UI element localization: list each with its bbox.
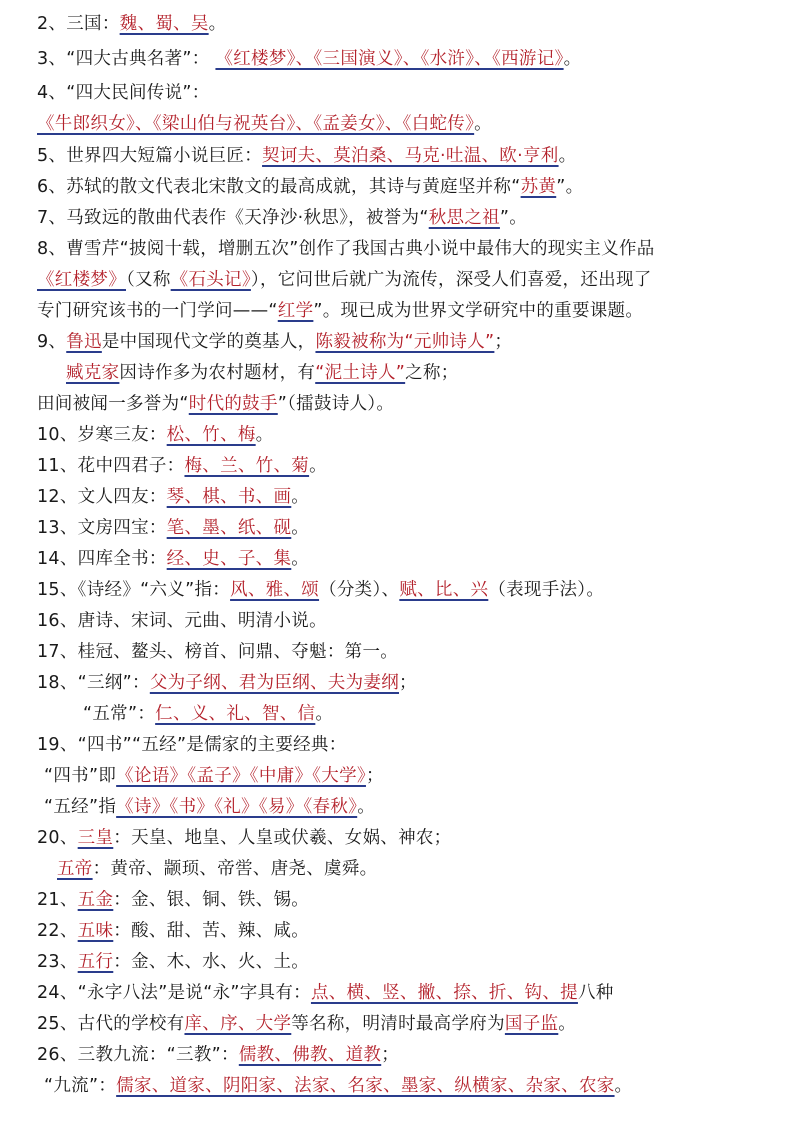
text-line	[37, 516, 309, 540]
plain-text: “五常”：	[83, 704, 156, 724]
plain-text: ：金、木、水、火、土。	[113, 952, 310, 972]
plain-text: “四书”即	[44, 766, 117, 786]
plain-text: 。	[614, 1076, 633, 1096]
highlighted-answer: 儒家、道家、阴阳家、法家、名家、墨家、纵横家、杂家、农家	[116, 1076, 615, 1096]
highlighted-answer: 风、雅、颂	[230, 580, 320, 600]
plain-text: 17、桂冠、鳌头、榜首、问鼎、夺魁：第一。	[37, 642, 399, 662]
plain-text: 2、三国：	[37, 14, 120, 34]
text-line	[66, 361, 459, 385]
text-line	[37, 12, 226, 36]
highlighted-answer: 鲁迅	[66, 332, 102, 352]
plain-text: 19、“四书”“五经”是儒家的主要经典：	[37, 735, 347, 755]
plain-text: 12、文人四友：	[37, 487, 167, 507]
plain-text: ：黄帝、颛顼、帝喾、唐尧、虞舜。	[92, 859, 378, 879]
highlighted-answer: 《红楼梦》	[37, 270, 126, 290]
plain-text: “九流”：	[44, 1076, 117, 1096]
plain-text: （表现手法）。	[488, 580, 605, 600]
plain-text: 。	[291, 549, 310, 569]
text-line	[57, 857, 377, 881]
highlighted-answer: 红学	[277, 301, 314, 321]
plain-text: ：酸、甜、苦、辣、咸。	[113, 921, 310, 941]
plain-text: ；	[399, 673, 417, 693]
plain-text: 。	[558, 146, 577, 166]
plain-text: ；	[381, 1045, 400, 1065]
plain-text: ；	[365, 766, 384, 786]
text-line	[37, 81, 210, 105]
highlighted-answer: 《论语》《孟子》《中庸》《大学》	[116, 766, 366, 786]
plain-text: （分类）、	[319, 580, 400, 600]
highlighted-answer: 《石头记》	[170, 270, 251, 290]
text-line	[44, 764, 384, 788]
plain-text: 。	[255, 425, 274, 445]
plain-text: 7、马致远的散曲代表作《天净沙·秋思》，被誉为“	[37, 208, 429, 228]
plain-text: ：金、银、铜、铁、锡。	[113, 890, 310, 910]
plain-text: 。	[309, 456, 327, 476]
text-line	[37, 299, 643, 323]
highlighted-answer: 时代的鼓手	[188, 394, 278, 414]
plain-text: 10、岁寒三友：	[37, 425, 167, 445]
plain-text: 。	[558, 1014, 577, 1034]
plain-text: ”（擂鼓诗人）。	[277, 394, 395, 414]
text-line	[37, 47, 581, 71]
text-line	[37, 1043, 399, 1067]
highlighted-answer: 经、史、子、集	[166, 549, 292, 569]
text-line	[37, 733, 347, 757]
text-line	[37, 578, 604, 602]
plain-text: 专门研究该书的一门学问——“	[37, 301, 278, 321]
plain-text: ），它问世后就广为流传，深受人们喜爱，还出现了	[250, 270, 652, 290]
highlighted-answer: 儒教、佛教、道教	[238, 1045, 382, 1065]
text-line	[37, 330, 512, 354]
highlighted-answer: 父为子纲、君为臣纲、夫为妻纲	[149, 673, 400, 693]
plain-text: 等名称，明清时最高学府为	[291, 1014, 505, 1034]
text-line	[37, 950, 309, 974]
plain-text: 之称；	[405, 363, 459, 383]
text-line	[37, 454, 327, 478]
plain-text: 3、“四大古典名著”：	[37, 49, 216, 69]
plain-text: ：天皇、地皇、人皇或伏羲、女娲、神农；	[113, 828, 452, 848]
highlighted-answer: 五帝	[57, 859, 93, 879]
text-line	[37, 175, 583, 199]
text-line	[37, 144, 576, 168]
text-line	[37, 547, 309, 571]
text-line	[44, 795, 375, 819]
text-line	[37, 609, 327, 633]
text-line	[37, 485, 309, 509]
text-line	[37, 268, 652, 292]
plain-text: ”。现已成为世界文学研究中的重要课题。	[313, 301, 644, 321]
highlighted-answer: 点、横、竖、撇、捺、折、钩、提	[310, 983, 578, 1003]
text-line	[37, 423, 273, 447]
text-line	[37, 640, 398, 664]
plain-text: 。	[208, 14, 227, 34]
plain-text: 。	[357, 797, 376, 817]
plain-text: ”。	[556, 177, 584, 197]
highlighted-answer: 臧克家	[66, 363, 120, 383]
plain-text: 8、曹雪芹“披阅十载，增删五次”创作了我国古典小说中最伟大的现实主义作品	[37, 239, 655, 259]
highlighted-answer: “泥土诗人”	[315, 363, 406, 383]
text-line	[37, 1012, 576, 1036]
text-line	[44, 1074, 632, 1098]
text-line	[37, 888, 309, 912]
text-line	[37, 112, 492, 136]
plain-text: 田间被闻一多誉为“	[37, 394, 189, 414]
text-line	[37, 206, 527, 230]
plain-text: 6、苏轼的散文代表北宋散文的最高成就，其诗与黄庭坚并称“	[37, 177, 521, 197]
plain-text: 。	[291, 518, 310, 538]
highlighted-answer: 赋、比、兴	[399, 580, 489, 600]
text-line	[37, 919, 309, 943]
plain-text: 25、古代的学校有	[37, 1014, 185, 1034]
plain-text: 22、	[37, 921, 78, 941]
plain-text: 是中国现代文学的奠基人，	[101, 332, 316, 352]
text-line	[37, 671, 417, 695]
plain-text: 24、“永字八法”是说“永”字具有：	[37, 983, 311, 1003]
plain-text: 14、四库全书：	[37, 549, 167, 569]
plain-text: 因诗作多为农村题材，有	[119, 363, 316, 383]
plain-text: 18、“三纲”：	[37, 673, 150, 693]
highlighted-answer: 五金	[77, 890, 114, 910]
plain-text: 11、花中四君子：	[37, 456, 185, 476]
text-line	[37, 237, 655, 261]
plain-text: 9、	[37, 332, 67, 352]
highlighted-answer: 苏黄	[520, 177, 557, 197]
plain-text: 15、《诗经》“六义”指：	[37, 580, 231, 600]
highlighted-answer: 梅、兰、竹、菊	[184, 456, 310, 476]
plain-text: 13、文房四宝：	[37, 518, 167, 538]
text-line	[37, 826, 451, 850]
highlighted-answer: 陈毅被称为“元帅诗人”	[315, 332, 495, 352]
highlighted-answer: 五味	[77, 921, 114, 941]
plain-text: 。	[315, 704, 334, 724]
highlighted-answer: 笔、墨、纸、砚	[166, 518, 292, 538]
plain-text: 。	[474, 114, 492, 134]
plain-text: “五经”指	[44, 797, 117, 817]
plain-text: （又称	[126, 270, 171, 290]
highlighted-answer: 仁、义、礼、智、信	[155, 704, 316, 724]
plain-text: ；	[494, 332, 513, 352]
highlighted-answer: 契诃夫、莫泊桑、马克·吐温、欧·亨利	[262, 146, 559, 166]
plain-text: 八种	[577, 983, 614, 1003]
highlighted-answer: 国子监	[504, 1014, 559, 1034]
highlighted-answer: 五行	[77, 952, 114, 972]
highlighted-answer: 秋思之祖	[428, 208, 500, 228]
plain-text: 23、	[37, 952, 78, 972]
plain-text: 20、	[37, 828, 78, 848]
text-line	[83, 702, 333, 726]
text-line	[37, 981, 614, 1005]
highlighted-answer: 《牛郎织女》、《梁山伯与祝英台》、《孟姜女》、《白蛇传》	[37, 114, 475, 134]
text-line	[37, 392, 394, 416]
highlighted-answer: 松、竹、梅	[166, 425, 256, 445]
highlighted-answer: 《红楼梦》、《三国演义》、《水浒》、《西游记》	[215, 49, 564, 69]
plain-text: ”。	[499, 208, 528, 228]
highlighted-answer: 魏、蜀、吴	[119, 14, 209, 34]
plain-text: 。	[291, 487, 310, 507]
highlighted-answer: 琴、棋、书、画	[166, 487, 292, 507]
highlighted-answer: 庠、序、大学	[184, 1014, 292, 1034]
plain-text: 26、三教九流：“三教”：	[37, 1045, 239, 1065]
highlighted-answer: 《诗》《书》《礼》《易》《春秋》	[116, 797, 358, 817]
plain-text: 。	[563, 49, 582, 69]
plain-text: 5、世界四大短篇小说巨匠：	[37, 146, 263, 166]
plain-text: 21、	[37, 890, 78, 910]
highlighted-answer: 三皇	[77, 828, 114, 848]
plain-text: 16、唐诗、宋词、元曲、明清小说。	[37, 611, 327, 631]
plain-text: 4、“四大民间传说”：	[37, 83, 210, 103]
